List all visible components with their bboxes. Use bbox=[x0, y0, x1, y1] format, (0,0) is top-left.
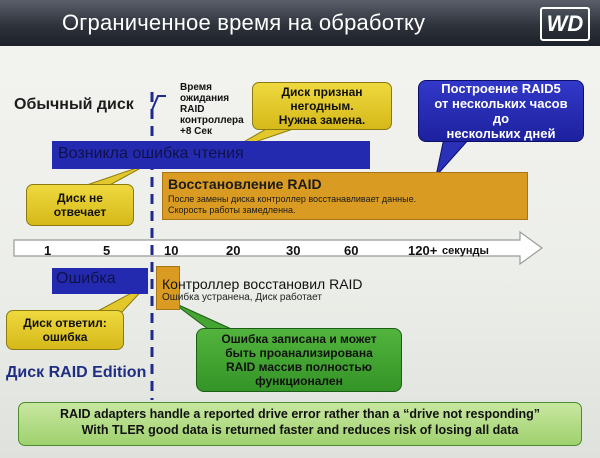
tick-5: 5 bbox=[103, 243, 111, 258]
wd-logo: WD bbox=[540, 7, 590, 41]
callout-disk-failed: Диск признан негодным. Нужна замена. bbox=[252, 82, 392, 130]
raid-rebuild-title: Восстановление RAID bbox=[168, 176, 322, 192]
controller-title: Контроллер восстановил RAID bbox=[162, 276, 363, 292]
wait-time-label: Время ожидания RAID контроллера +8 Сек bbox=[180, 82, 244, 137]
raid-edition-label: Диск RAID Edition bbox=[6, 364, 147, 381]
tick-20: 20 bbox=[226, 243, 241, 258]
wait-step-mark bbox=[152, 96, 166, 110]
normal-disk-label: Обычный диск bbox=[14, 96, 134, 113]
controller-desc: Ошибка устранена, Диск работает bbox=[162, 292, 322, 303]
tick-60: 60 bbox=[344, 243, 359, 258]
callout-disk-not-responding: Диск не отвечает bbox=[26, 184, 134, 226]
tick-30: 30 bbox=[286, 243, 301, 258]
tick-1: 1 bbox=[44, 243, 52, 258]
callout-error-logged: Ошибка записана и может быть проанализирована RAID массив полностью функционален bbox=[196, 328, 402, 392]
bottom-note-text: RAID adapters handle a reported drive error rather than a “drive not responding” With TLER good data is returned faster and reduces risk of losing all data bbox=[60, 407, 540, 437]
tick-10: 10 bbox=[164, 243, 179, 258]
callout-disk-answered: Диск ответил: ошибка bbox=[6, 310, 124, 350]
tick-120: 120+ bbox=[408, 243, 438, 258]
slide-title: Ограниченное время на обработку bbox=[62, 10, 426, 35]
timeline-unit: секунды bbox=[442, 245, 489, 257]
read-error-text: Возникла ошибка чтения bbox=[58, 145, 244, 162]
raid-rebuild-desc: После замены диска контроллер восстанавливает данные. Скорость работы замедленна. bbox=[168, 194, 417, 215]
pointer-raid5 bbox=[436, 138, 470, 176]
callout-raid5-rebuild: Построение RAID5 от нескольких часов до нескольких дней bbox=[418, 80, 584, 142]
error-bar-text: Ошибка bbox=[56, 270, 116, 287]
